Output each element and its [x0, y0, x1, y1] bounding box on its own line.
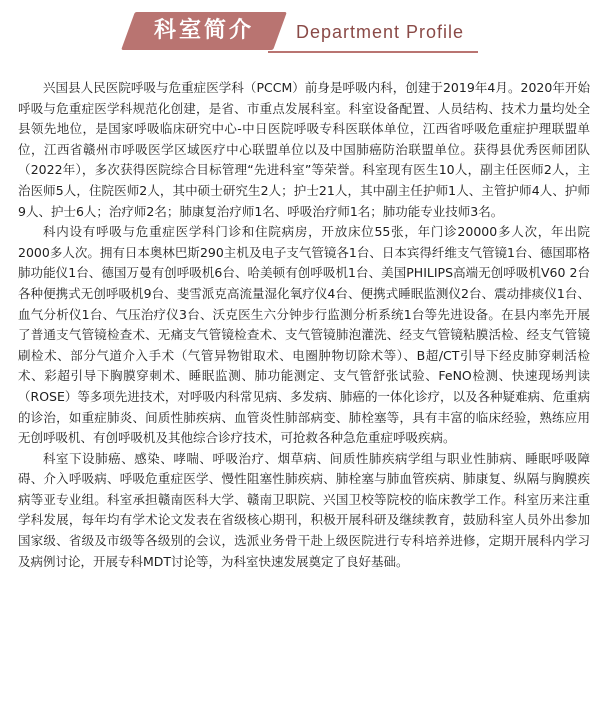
section-title: 科室简介: [153, 18, 254, 43]
section-header: [0, 0, 606, 60]
header-underline: [268, 51, 478, 53]
department-description: [18, 78, 590, 572]
paragraph-facilities: 科内设有呼吸与危重症医学科门诊和住院病房，开放床位55张，年门诊20000多人次，年出院2000多人次。拥有日本奥林巴斯290主机及电子支气管镜各1台、日本宾得纤维支气管镜1台、德国耶格肺功能仪1台、德国万曼有创呼吸机6台、哈美顿有创呼吸机1台、美国PHILIPS高端无创呼吸机V60 2台各种便携式无创呼吸机9台、斐雪派克高流量湿化氧疗仪4台、便携式睡眠监测仪2台、震动排痰仪1台、血气分析仪1台、气压治疗仪3台、沃克医生六分钟步行监测分析系统1台等先进设备。在县内率先开展了普通支气管镜检查术、无痛支气管镜检查术、支气管镜肺泡灌洗、经支气管镜粘膜活检、经支气管镜刷检术、部分气道介入手术（气管异物钳取术、电圈肿物切除术等）、B超/CT引导下经皮肺穿刺活检术、彩超引导下胸膜穿刺术、睡眠监测、肺功能测定、支气管舒张试验、FeNO检测、快速现场判读（ROSE）等多项先进技术，对呼吸内科常见病、多发病、肺癌的一体化诊疗，以及各种疑难病、危重病的诊治，如重症肺炎、间质性肺疾病、血管炎性肺部病变、肺栓塞等，具有丰富的临床经验，熟练应用无创呼吸机、有创呼吸机及其他综合诊疗技术，可抢救各种急危重症呼吸疾病。: [18, 224, 590, 446]
paragraph-subspecialties: 科室下设肺癌、感染、哮喘、呼吸治疗、烟草病、间质性肺疾病学组与职业性肺病、睡眠呼吸障碍、介入呼吸病、呼吸危重症医学、慢性阻塞性肺疾病、肺栓塞与肺血管疾病、肺康复、纵隔与胸膜疾病等亚专业组。科室承担赣南医科大学、赣南卫职院、兴国卫校等院校的临床教学工作。科室历来注重学科发展，每年均有学术论文发表在省级核心期刊，积极开展科研及继续教育，鼓励科室人员外出参加国家级、省级及市级等各级别的会议，选派业务骨干赴上级医院进行专科培养进修，定期开展科内学习及病例讨论，开展专科MDT讨论等，为科室快速发展奠定了良好基础。: [18, 450, 590, 569]
paragraph-overview: 兴国县人民医院呼吸与危重症医学科（PCCM）前身是呼吸内科，创建于2019年4月。2020年开始呼吸与危重症医学科规范化创建，是省、市重点发展科室。科室设备配置、人员结构、技术力量均处全县领先地位，是国家呼吸临床研究中心-中日医院呼吸专科医联体单位，江西省呼吸危重症护理联盟单位，江西省赣州市呼吸医学区域医疗中心联盟单位以及中国肺癌防治联盟单位。获得县优秀医师团队（2022年），多次获得医院综合目标管理“先进科室”等荣誉。科室现有医生10人，副主任医师2人，主治医师5人，住院医师2人，其中硕士研究生2人；护士21人，其中副主任护师1人、主管护师4人、护师9人、护士6人；治疗师2名；肺康复治疗师1名、呼吸治疗师1名；肺功能专业技师3名。: [18, 80, 590, 219]
section-subtitle: Department Profile: [296, 22, 465, 42]
